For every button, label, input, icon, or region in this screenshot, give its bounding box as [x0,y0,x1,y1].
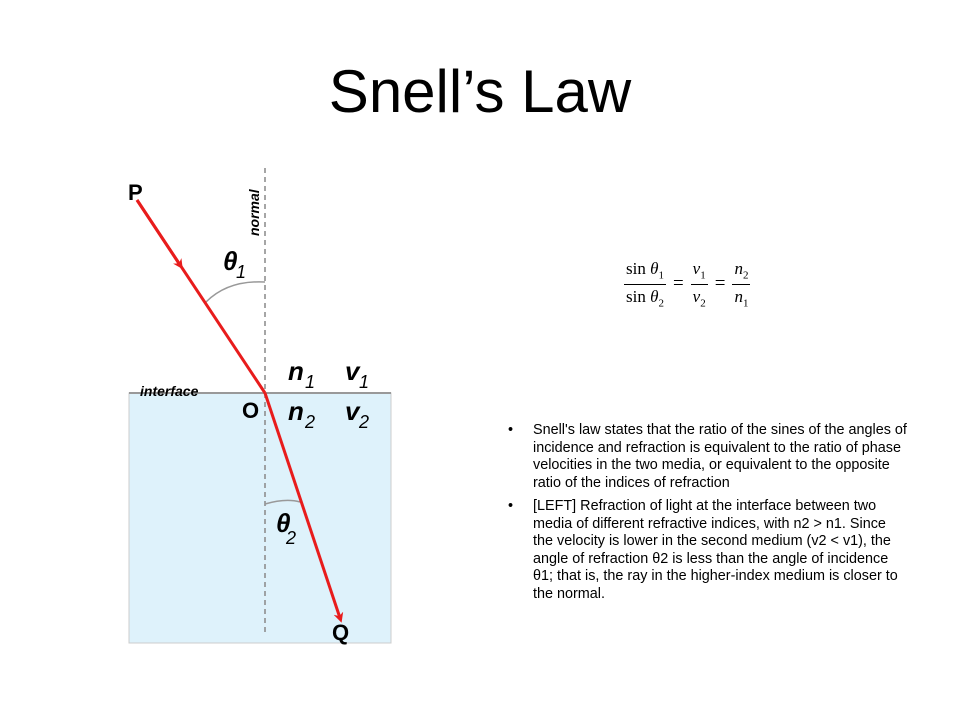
velocity-denominator: $v_2$ [692,286,706,309]
sine-ratio-fraction [624,259,666,309]
index-numerator: $n_2$ [732,259,750,284]
label-normal: normal [246,189,262,236]
theta2-subscript: 2 [286,528,297,548]
label-o: O [242,398,260,423]
theta2-symbol: θ [276,508,291,538]
velocity-numerator: $v_1$ [691,259,708,284]
n1-symbol: n [288,356,304,386]
sine-numerator: $\sin \theta_1$ [624,259,666,284]
equals-sign-1: = [672,273,684,294]
equals-sign-2: = [714,273,726,294]
lower-medium-region [129,393,391,643]
theta1-subscript: 1 [236,262,247,282]
snells-law-diagram [120,160,400,650]
label-interface: interface [140,383,199,399]
bullet-snells-law-statement: • Snell's law states that the ratio of the sines of the angles of incidence and refraction is equivalent to the ratio of phase velocities in the two media, or equivalent to the opposite ratio of the indices of refraction [508,422,908,492]
v2-subscript: 2 [359,412,370,432]
theta1-arc [206,282,265,302]
v1-symbol: v [345,356,360,386]
sine-denominator: $\sin \theta_2$ [626,286,664,309]
theta1-symbol: θ [223,246,238,276]
slide-title: Snell’s Law [328,58,632,125]
bullet-refraction-description: • [LEFT] Refraction of light at the interface between two media of different refractive indices, with n2 > n1. Since the velocity is lower in the second medium (v2 < v1), the angle of refraction θ2 is less than the angle of incidence θ1; that is, the ray in the higher-index medium is closer to the normal. [508,498,908,603]
explanation-list [508,422,908,609]
index-ratio-fraction [732,259,750,309]
label-p: P [128,180,143,205]
velocity-ratio-fraction [691,259,708,309]
label-q: Q [332,620,350,645]
v1-subscript: 1 [359,372,370,392]
v2-symbol: v [345,396,360,426]
n1-subscript: 1 [305,372,316,392]
incident-ray-arrow [137,200,180,265]
n2-subscript: 2 [305,412,316,432]
snells-law-formula [624,256,784,312]
index-denominator: $n_1$ [734,286,749,309]
n2-symbol: n [288,396,304,426]
